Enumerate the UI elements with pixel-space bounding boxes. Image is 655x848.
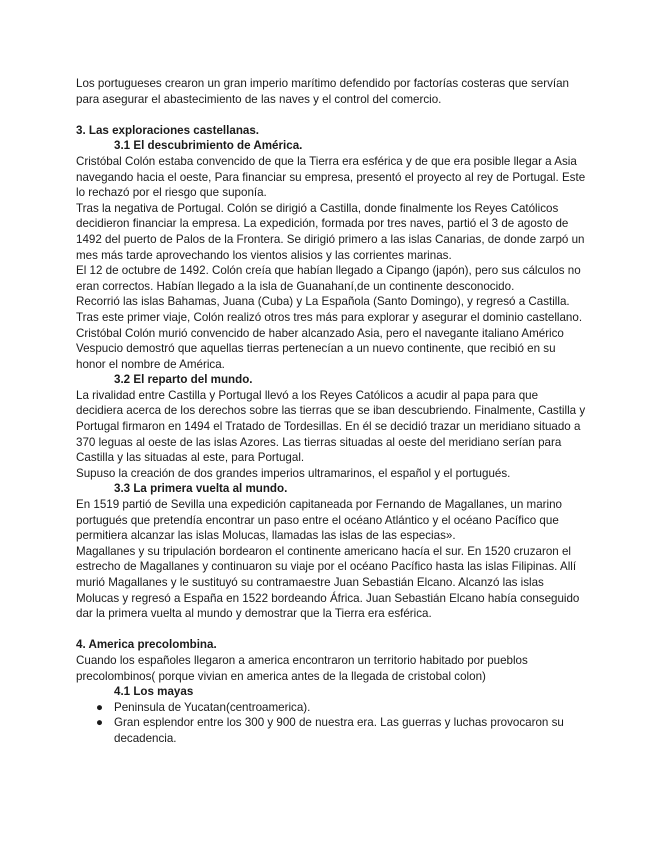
section-4-heading: 4. America precolombina. [76, 638, 217, 652]
spacer [76, 622, 586, 638]
list-item [76, 700, 586, 716]
paragraph: Recorrió las islas Bahamas, Juana (Cuba) y La Española (Santo Domingo), y regresó a Castilla. [76, 295, 570, 309]
paragraph: Magallanes y su tripulación bordearon el continente americano hacía el sur. En 1520 cruzaron el estrecho de Magallanes y continuaron su viaje por el océano Pacífico hasta las islas Filipinas. Allí murió Magallanes y le sustituyó su contramaestre Juan Sebastián Elcano. Alcanzó las islas Molucas y regresó a España en 1522 bordeando África. Juan Sebastián Elcano había conseguido dar la primera vuelta al mundo y demostrar que la Tierra era esférica. [76, 544, 580, 621]
paragraph: Tras la negativa de Portugal. Colón se dirigió a Castilla, donde finalmente los Reyes Católicos decidieron financiar la empresa. La expedición, formada por tres naves, partió el 3 de agosto de 1492 del puerto de Palos de la Frontera. Se dirigió primero a las islas Canarias, de donde zarpó un mes más tarde aprovechando los vientos alisios y las corrientes marinas. [76, 201, 585, 262]
section-3-heading: 3. Las exploraciones castellanas. [76, 123, 260, 137]
paragraph: Cuando los españoles llegaron a america encontraron un territorio habitado por pueblos precolombinos( porque vivian en america antes de la llegada de cristobal colon) [76, 653, 528, 683]
bullet-icon: ● [96, 700, 104, 714]
section-3-3-heading: 3.3 La primera vuelta al mundo. [114, 482, 288, 496]
paragraph: El 12 de octubre de 1492. Colón creía que habían llegado a Cipango (japón), pero sus cálculos no eran correctos. Habían llegado a la isla de Guanahaní,de un continente desconocido. [76, 264, 581, 293]
section-3-2-heading: 3.2 El reparto del mundo. [114, 373, 253, 387]
list-item-text: Gran esplendor entre los 300 y 900 de nuestra era. Las guerras y luchas provocaron su decadencia. [114, 716, 564, 745]
list-item [76, 715, 586, 746]
spacer [76, 107, 586, 123]
intro-paragraph: Los portugueses crearon un gran imperio marítimo defendido por factorías costeras que servían para asegurar el abastecimiento de las naves y el control del comercio. [76, 77, 570, 106]
paragraph: Cristóbal Colón estaba convencido de que la Tierra era esférica y de que era posible llegar a Asia navegando hacia el oeste, Para financiar su empresa, presentó el proyecto al rey de Portugal. Este lo rechazó por el riesgo que suponía. [76, 154, 586, 200]
list-item-text: Peninsula de Yucatan(centroamerica). [114, 700, 311, 714]
section-4-1-heading: 4.1 Los mayas [114, 685, 194, 699]
paragraph: La rivalidad entre Castilla y Portugal llevó a los Reyes Católicos a acudir al papa para que decidiera acerca de los derechos sobre las tierras que se iban descubriendo. Finalmente, Castilla y Portugal firmaron en 1494 el Tratado de Tordesillas. En él se decidió trazar un meridiano situado a 370 leguas al oeste de las islas Azores. Las tierras situadas al oeste del meridiano serían para Castilla y las situadas al este, para Portugal. [76, 388, 586, 465]
paragraph: Supuso la creación de dos grandes imperios ultramarinos, el español y el portugués. [76, 466, 511, 480]
bullet-list [76, 700, 586, 747]
bullet-icon: ● [96, 716, 104, 730]
paragraph: Cristóbal Colón murió convencido de haber alcanzado Asia, pero el navegante italiano Américo Vespucio demostró que aquellas tierras pertenecían a un nuevo continente, que recibió en su honor el nombre de América. [76, 326, 564, 371]
paragraph: En 1519 partió de Sevilla una expedición capitaneada por Fernando de Magallanes, un marino portugués que pretendía encontrar un paso entre el océano Atlántico y el océano Pacífico que permitiera alcanzar las islas Molucas, llamadas las islas de las especias». [76, 498, 562, 543]
paragraph: Tras este primer viaje, Colón realizó otros tres más para explorar y asegurar el dominio castellano. [76, 310, 583, 324]
document-body [76, 76, 586, 747]
section-3-1-heading: 3.1 El descubrimiento de América. [114, 139, 303, 153]
